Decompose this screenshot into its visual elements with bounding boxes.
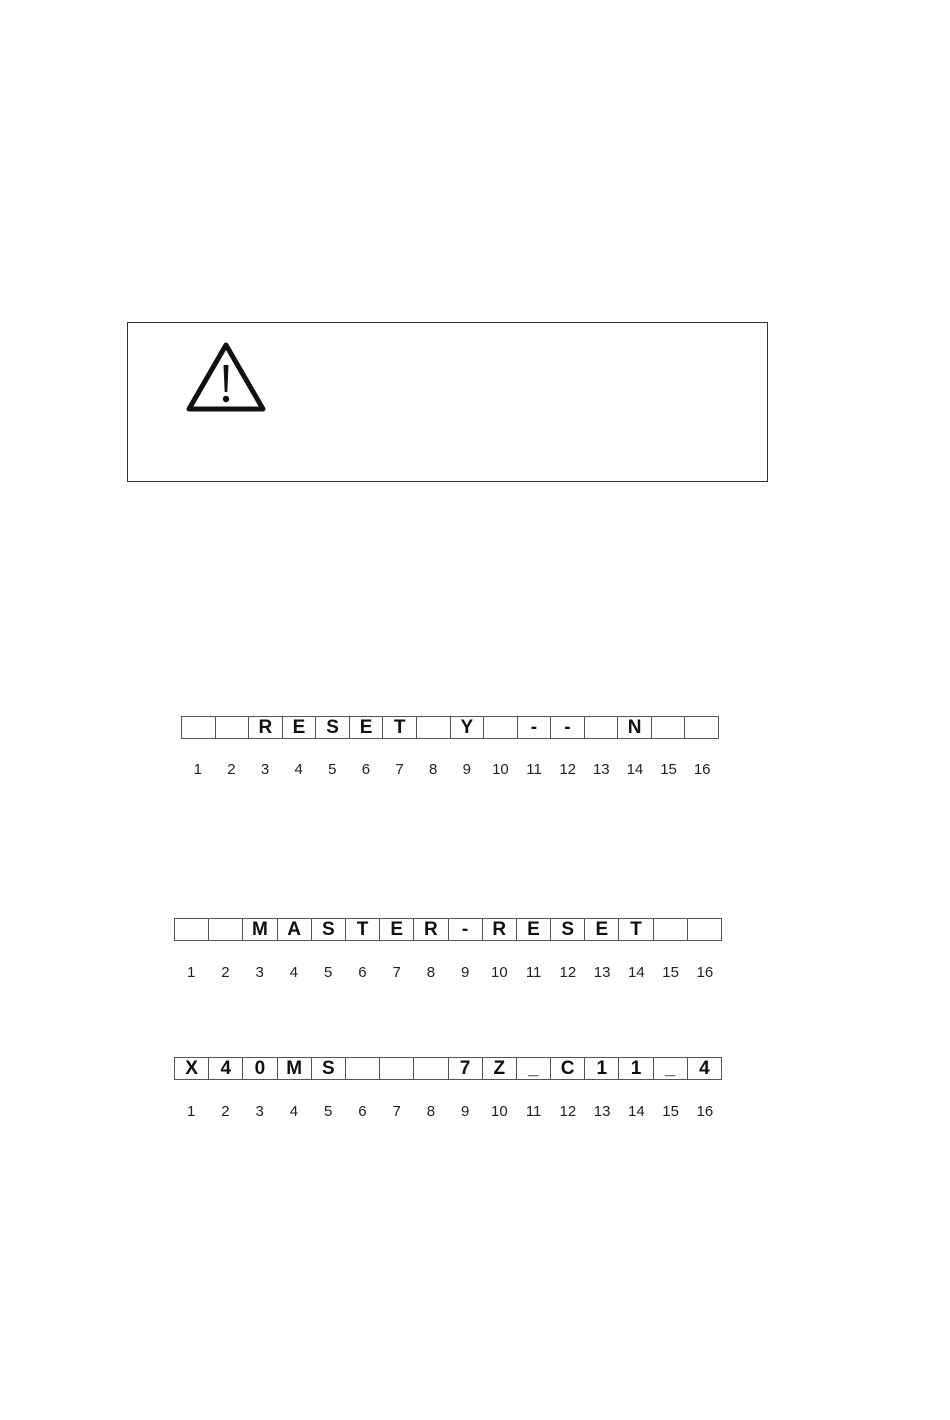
warning-box [127,322,768,482]
position-number: 10 [492,761,509,778]
lcd-cell [654,918,688,941]
position-number: 13 [593,1103,611,1120]
lcd-cell: Z [483,1057,517,1080]
lcd-cell: E [517,918,551,941]
lcd-cell: Y [451,716,485,739]
lcd-cell: S [312,1057,346,1080]
lcd-cell [414,1057,448,1080]
position-number: 3 [260,761,270,778]
position-number: 11 [525,1103,542,1120]
lcd-cell: E [283,716,317,739]
position-number: 2 [221,1103,230,1120]
lcd-cell: A [278,918,312,941]
position-number: 6 [358,1103,367,1120]
position-number: 1 [186,1103,196,1120]
position-number: 4 [289,964,299,981]
position-number: 4 [294,761,303,778]
position-number: 12 [559,1103,577,1120]
position-number: 12 [559,964,577,981]
lcd-cell [175,918,209,941]
lcd-cell: 4 [688,1057,722,1080]
position-number: 14 [628,1103,645,1120]
lcd-cell: N [618,716,652,739]
position-number: 1 [186,964,196,981]
lcd-cell: R [483,918,517,941]
lcd-cell: R [249,716,283,739]
position-number: 5 [323,1103,333,1120]
lcd-cell: E [585,918,619,941]
position-number: 7 [395,761,404,778]
position-number: 3 [255,1103,264,1120]
position-number: 16 [693,761,711,778]
position-number: 9 [460,1103,470,1120]
position-number: 9 [460,964,470,981]
position-number: 15 [660,761,677,778]
lcd-cell: M [278,1057,312,1080]
lcd-cell: S [312,918,346,941]
position-index-reset-confirm [181,760,719,780]
position-number: 3 [255,964,264,981]
position-number: 15 [662,964,679,981]
lcd-cell [585,716,619,739]
position-number: 14 [628,964,645,981]
lcd-cell: E [380,918,414,941]
lcd-cell: T [346,918,380,941]
lcd-cell: S [551,918,585,941]
position-number: 11 [526,761,542,778]
lcd-cell [346,1057,380,1080]
lcd-cell [182,716,216,739]
position-number: 5 [323,964,333,981]
lcd-cell: - [551,716,585,739]
lcd-cell: R [414,918,448,941]
position-number: 10 [491,964,508,981]
position-number: 13 [592,761,610,778]
lcd-display-reset-confirm [181,716,719,739]
position-number: 8 [429,761,438,778]
position-number: 10 [491,1103,508,1120]
position-number: 6 [358,964,367,981]
position-number: 7 [392,964,401,981]
lcd-display-master-reset [174,918,722,941]
position-index-master-reset [174,963,722,983]
lcd-cell: - [518,716,552,739]
lcd-cell: T [383,716,417,739]
lcd-cell: C [551,1057,585,1080]
position-number: 11 [525,964,542,981]
lcd-cell [216,716,250,739]
position-index-model-code [174,1102,722,1122]
lcd-cell: 1 [619,1057,653,1080]
lcd-cell: 1 [585,1057,619,1080]
lcd-cell: _ [517,1057,551,1080]
lcd-cell: 7 [449,1057,483,1080]
position-number: 8 [426,964,436,981]
position-number: 2 [221,964,230,981]
lcd-cell [417,716,451,739]
lcd-cell [484,716,518,739]
position-number: 2 [227,761,236,778]
lcd-cell [652,716,686,739]
lcd-cell [209,918,243,941]
lcd-cell: - [449,918,483,941]
position-number: 8 [426,1103,436,1120]
position-number: 5 [328,761,337,778]
position-number: 16 [696,964,714,981]
lcd-cell [380,1057,414,1080]
lcd-cell [688,918,722,941]
position-number: 6 [361,761,371,778]
lcd-cell: M [243,918,277,941]
position-number: 13 [593,964,611,981]
lcd-cell [685,716,719,739]
position-number: 7 [392,1103,401,1120]
position-number: 1 [193,761,202,778]
lcd-cell: T [619,918,653,941]
lcd-cell: 0 [243,1057,277,1080]
position-number: 15 [662,1103,679,1120]
position-number: 9 [462,761,471,778]
position-number: 4 [289,1103,299,1120]
lcd-cell: S [316,716,350,739]
position-number: 14 [626,761,644,778]
position-number: 12 [559,761,577,778]
lcd-cell: X [175,1057,209,1080]
warning-triangle-icon [185,341,267,413]
lcd-cell: E [350,716,384,739]
lcd-display-model-code [174,1057,722,1080]
position-number: 16 [696,1103,714,1120]
lcd-cell: _ [654,1057,688,1080]
lcd-cell: 4 [209,1057,243,1080]
